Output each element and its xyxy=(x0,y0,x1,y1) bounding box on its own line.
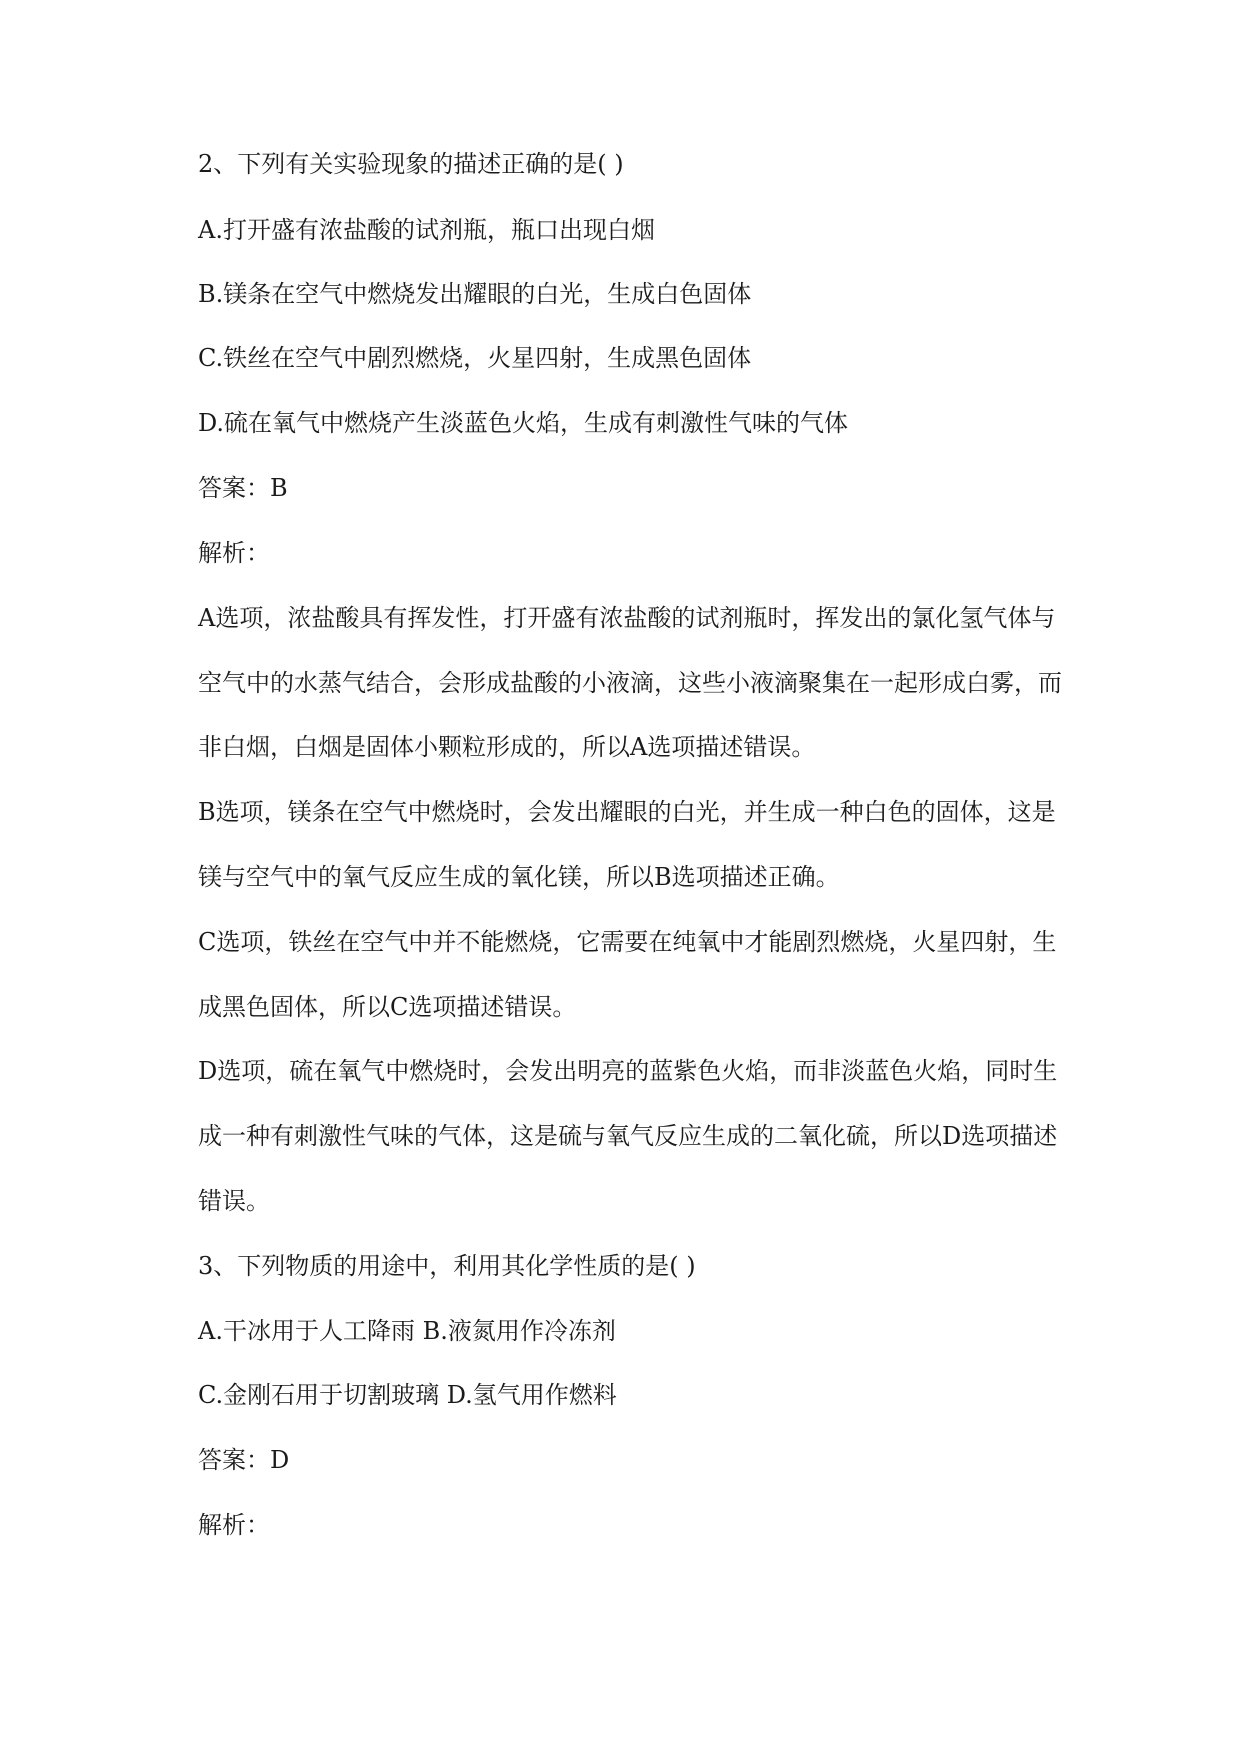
question-2-option-c: C.铁丝在空气中剧烈燃烧，火星四射，生成黑色固体 xyxy=(198,344,752,372)
question-3-analysis-heading: 解析： xyxy=(198,1511,270,1539)
question-3-options-ab: A.干冰用于人工降雨 B.液氮用作冷冻剂 xyxy=(198,1317,616,1345)
question-2-analysis-heading: 解析： xyxy=(198,539,270,567)
question-2-option-a: A.打开盛有浓盐酸的试剂瓶，瓶口出现白烟 xyxy=(198,216,655,244)
analysis-line: C选项，铁丝在空气中并不能燃烧，它需要在纯氧中才能剧烈燃烧，火星四射，生 xyxy=(198,928,1057,956)
analysis-line: 镁与空气中的氧气反应生成的氧化镁，所以B选项描述正确。 xyxy=(198,863,840,891)
analysis-line: 错误。 xyxy=(198,1187,270,1215)
analysis-line: B选项，镁条在空气中燃烧时，会发出耀眼的白光，并生成一种白色的固体，这是 xyxy=(198,798,1056,826)
question-3-answer: 答案：D xyxy=(198,1446,290,1474)
analysis-line: A选项，浓盐酸具有挥发性，打开盛有浓盐酸的试剂瓶时，挥发出的氯化氢气体与 xyxy=(198,604,1056,632)
analysis-line: 成黑色固体，所以C选项描述错误。 xyxy=(198,993,577,1021)
analysis-line: 成一种有刺激性气味的气体，这是硫与氧气反应生成的二氧化硫，所以D选项描述 xyxy=(198,1122,1058,1150)
question-3-stem: 3、下列物质的用途中，利用其化学性质的是( ) xyxy=(198,1252,696,1280)
question-3-options-cd: C.金刚石用于切割玻璃 D.氢气用作燃料 xyxy=(198,1381,617,1409)
analysis-line: D选项，硫在氧气中燃烧时，会发出明亮的蓝紫色火焰，而非淡蓝色火焰，同时生 xyxy=(198,1057,1058,1085)
question-2-stem: 2、下列有关实验现象的描述正确的是( ) xyxy=(198,150,624,178)
analysis-line: 非白烟，白烟是固体小颗粒形成的，所以A选项描述错误。 xyxy=(198,733,816,761)
question-2-option-b: B.镁条在空气中燃烧发出耀眼的白光，生成白色固体 xyxy=(198,280,752,308)
analysis-line: 空气中的水蒸气结合，会形成盐酸的小液滴，这些小液滴聚集在一起形成白雾，而 xyxy=(198,669,1062,697)
question-2-option-d: D.硫在氧气中燃烧产生淡蓝色火焰，生成有刺激性气味的气体 xyxy=(198,409,849,437)
question-2-answer: 答案：B xyxy=(198,474,288,502)
